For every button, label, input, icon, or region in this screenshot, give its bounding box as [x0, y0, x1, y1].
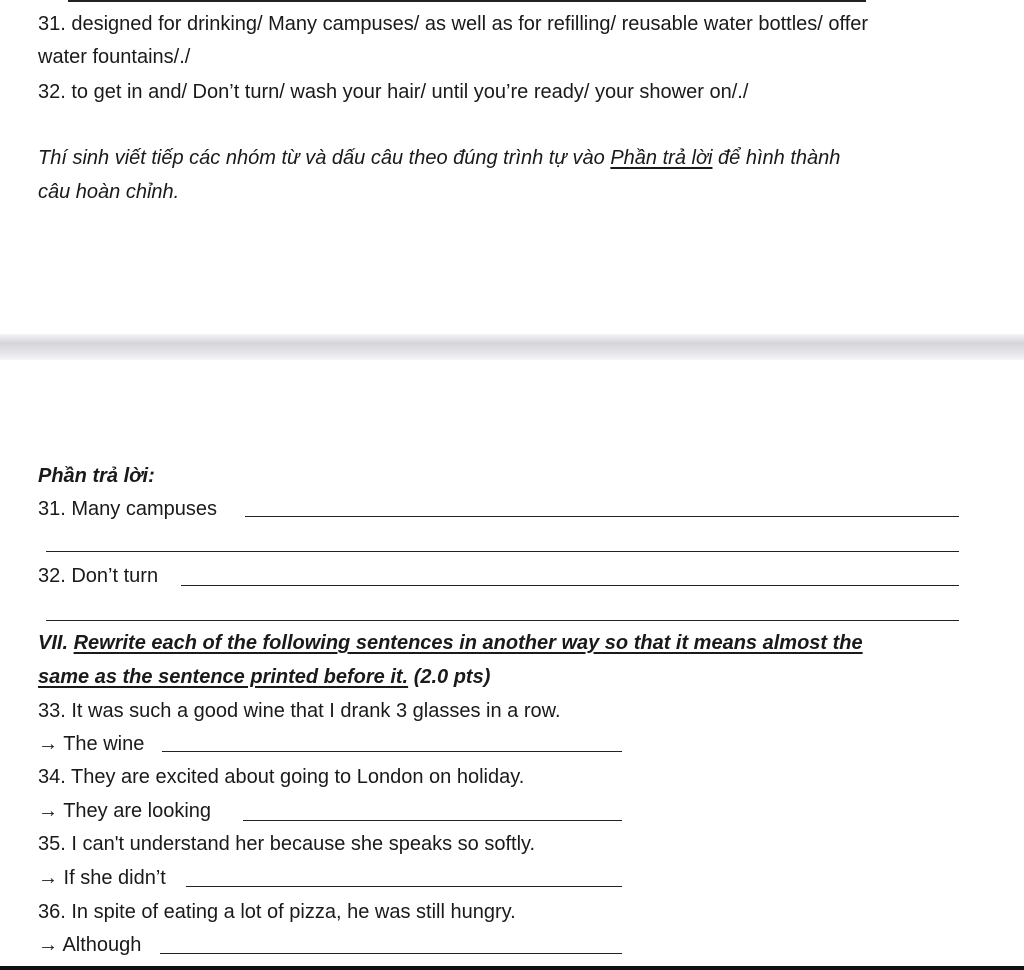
q33-answer-blank[interactable] — [162, 751, 622, 752]
section7-points: (2.0 pts) — [413, 666, 491, 688]
answer32-blank-line2[interactable] — [46, 620, 959, 621]
instruction-part2: để hình thành — [712, 147, 841, 169]
q35-prompt: → If she didn’t — [38, 867, 166, 889]
section7-heading-line2 — [38, 665, 490, 689]
answer-heading: Phần trả lời: — [38, 465, 155, 487]
q36-prompt: → Although — [38, 934, 142, 956]
q36-sentence: 36. In spite of eating a lot of pizza, he was still hungry. — [38, 901, 516, 923]
section7-numeral: VII. — [38, 632, 69, 654]
q36-answer-blank[interactable] — [160, 953, 622, 954]
q31-words-line2: water fountains/./ — [38, 46, 191, 68]
instruction-part1: Thí sinh viết tiếp các nhóm từ và dấu câu theo đúng trình tự vào — [38, 147, 611, 169]
q33-prompt: → The wine — [38, 733, 145, 755]
q31-words-line1: 31. designed for drinking/ Many campuses/ as well as for refilling/ reusable water bottles/ offer — [38, 13, 869, 35]
answer31-prompt: 31. Many campuses — [38, 498, 217, 520]
page-separator-band — [0, 334, 1024, 360]
q35-answer-blank[interactable] — [186, 886, 622, 887]
answer32-blank-line1[interactable] — [181, 585, 959, 586]
section7-instruction-part2: same as the sentence printed before it. — [38, 666, 409, 688]
answer32-prompt: 32. Don’t turn — [38, 565, 159, 587]
q34-answer-blank[interactable] — [243, 820, 622, 821]
answer31-blank-line1[interactable] — [245, 516, 959, 517]
q35-sentence: 35. I can't understand her because she speaks so softly. — [38, 833, 536, 855]
section7-instruction-part1: Rewrite each of the following sentences in another way so that it means almost the — [73, 632, 863, 654]
section7-heading-line1 — [38, 631, 863, 655]
q34-prompt: → They are looking — [38, 800, 212, 822]
bottom-edge-line — [0, 966, 1024, 970]
instruction-line2: câu hoàn chỉnh. — [38, 181, 180, 203]
answer31-blank-line2[interactable] — [46, 551, 959, 552]
q32-words-line: 32. to get in and/ Don’t turn/ wash your hair/ until you’re ready/ your shower on/./ — [38, 81, 749, 103]
answer-section-reference: Phần trả lời — [610, 147, 713, 169]
q34-sentence: 34. They are excited about going to London on holiday. — [38, 766, 525, 788]
top-cut-answer-line — [68, 0, 866, 2]
q33-sentence: 33. It was such a good wine that I drank 3 glasses in a row. — [38, 700, 561, 722]
instruction-line1 — [38, 146, 840, 170]
